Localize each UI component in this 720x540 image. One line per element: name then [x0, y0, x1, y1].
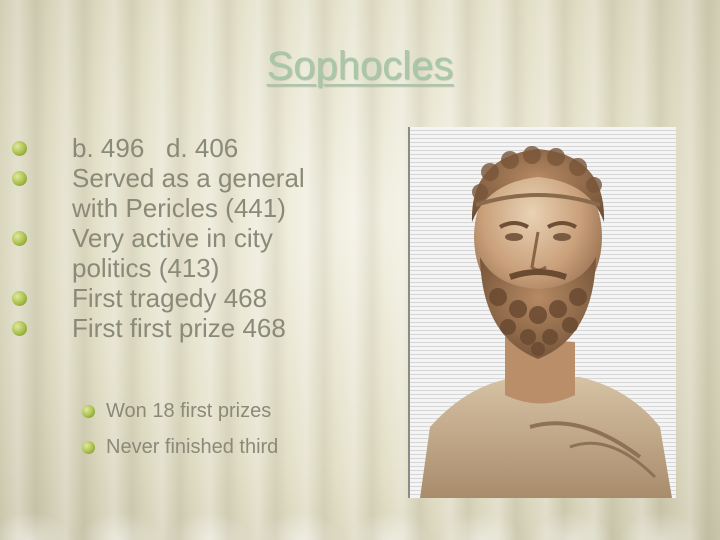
bust-of-sophocles-image: [408, 127, 676, 498]
sub-bullet-text: Never finished third: [106, 436, 279, 458]
bullet-dot-icon: [12, 321, 27, 336]
bullet-dot-icon: [82, 441, 95, 454]
bullet-text: Served as a general with Pericles (441): [72, 163, 305, 223]
bullet-item: [10, 133, 340, 163]
bullet-item: [10, 223, 340, 283]
bullet-dot-icon: [82, 405, 95, 418]
bullet-list: [10, 133, 340, 343]
bullet-dot-icon: [12, 291, 27, 306]
sub-bullet-list: [82, 400, 402, 472]
bullet-dot-icon: [12, 141, 27, 156]
bullet-text: First first prize 468: [72, 313, 286, 343]
sub-bullet-item: [82, 436, 402, 459]
slide-title: Sophocles: [266, 44, 454, 88]
bullet-text: Very active in city politics (413): [72, 223, 273, 283]
bullet-text: b. 496 d. 406: [72, 133, 239, 163]
bullet-item: [10, 163, 340, 223]
bust-icon: [410, 127, 676, 498]
sub-bullet-item: [82, 400, 402, 423]
bullet-item: [10, 313, 340, 343]
bullet-dot-icon: [12, 171, 27, 186]
sub-bullet-text: Won 18 first prizes: [106, 400, 272, 422]
bullet-dot-icon: [12, 231, 27, 246]
bullet-item: [10, 283, 340, 313]
bullet-text: First tragedy 468: [72, 283, 268, 313]
